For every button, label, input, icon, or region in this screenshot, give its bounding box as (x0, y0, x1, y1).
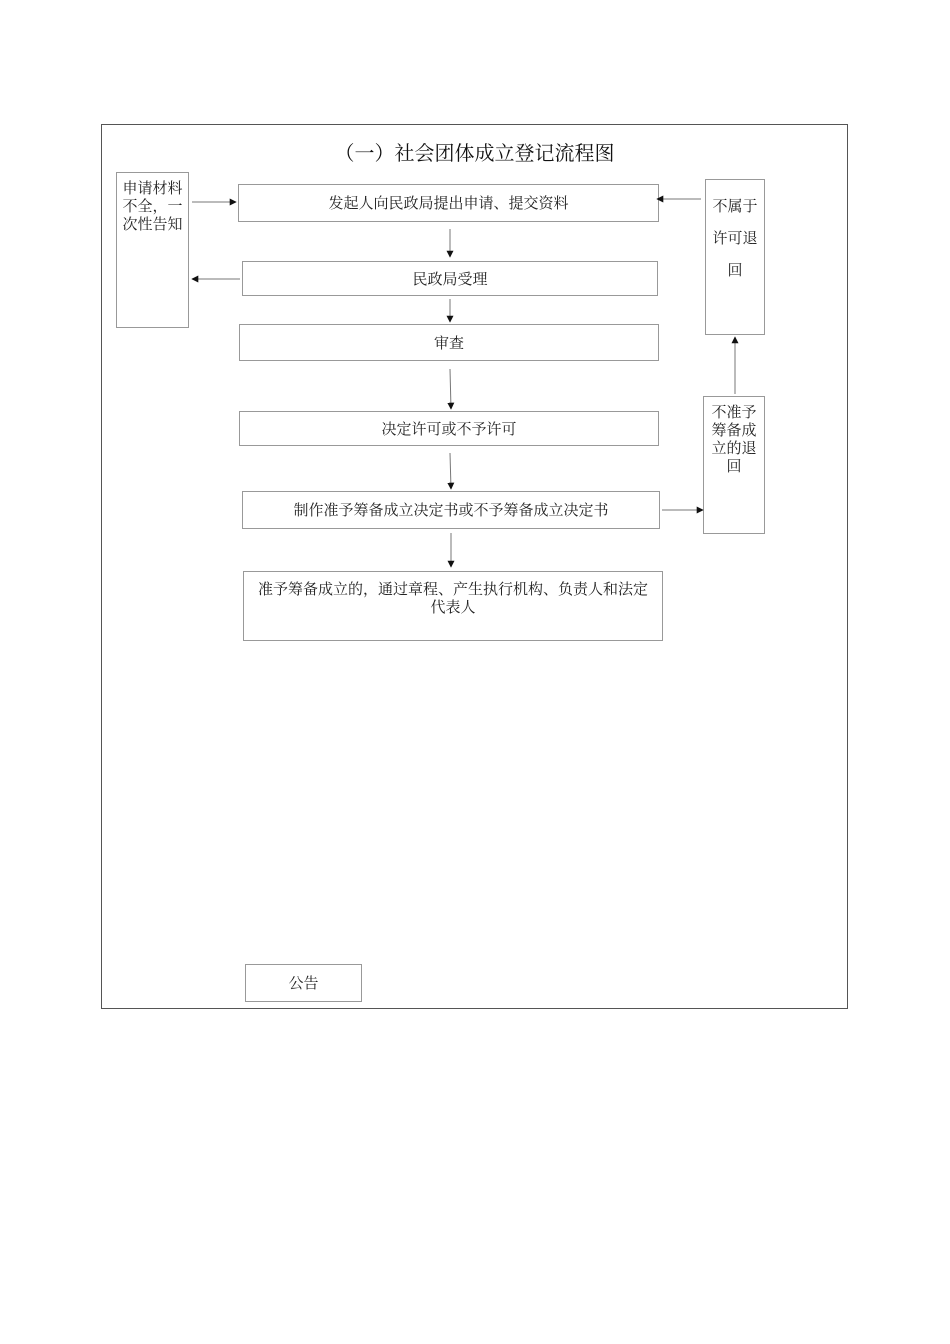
diagram-title: （一）社会团体成立登记流程图 (334, 141, 615, 165)
side-not-licensable-return: 不属于许可退回 (705, 179, 765, 335)
step-establish: 准予筹备成立的，通过章程、产生执行机构、负责人和法定代表人 (243, 571, 663, 641)
step-document: 制作准予筹备成立决定书或不予筹备成立决定书 (242, 491, 660, 529)
arrow-review-to-decide (450, 369, 451, 409)
step-announce: 公告 (245, 964, 362, 1002)
side-not-approved-return: 不准予筹备成立的退回 (703, 396, 765, 534)
arrow-decide-to-document (450, 453, 451, 489)
side-incomplete-notice: 申请材料不全，一次性告知 (116, 172, 189, 328)
step-review: 审查 (239, 324, 659, 361)
step-accept: 民政局受理 (242, 261, 658, 296)
step-apply: 发起人向民政局提出申请、提交资料 (238, 184, 659, 222)
step-decide: 决定许可或不予许可 (239, 411, 659, 446)
